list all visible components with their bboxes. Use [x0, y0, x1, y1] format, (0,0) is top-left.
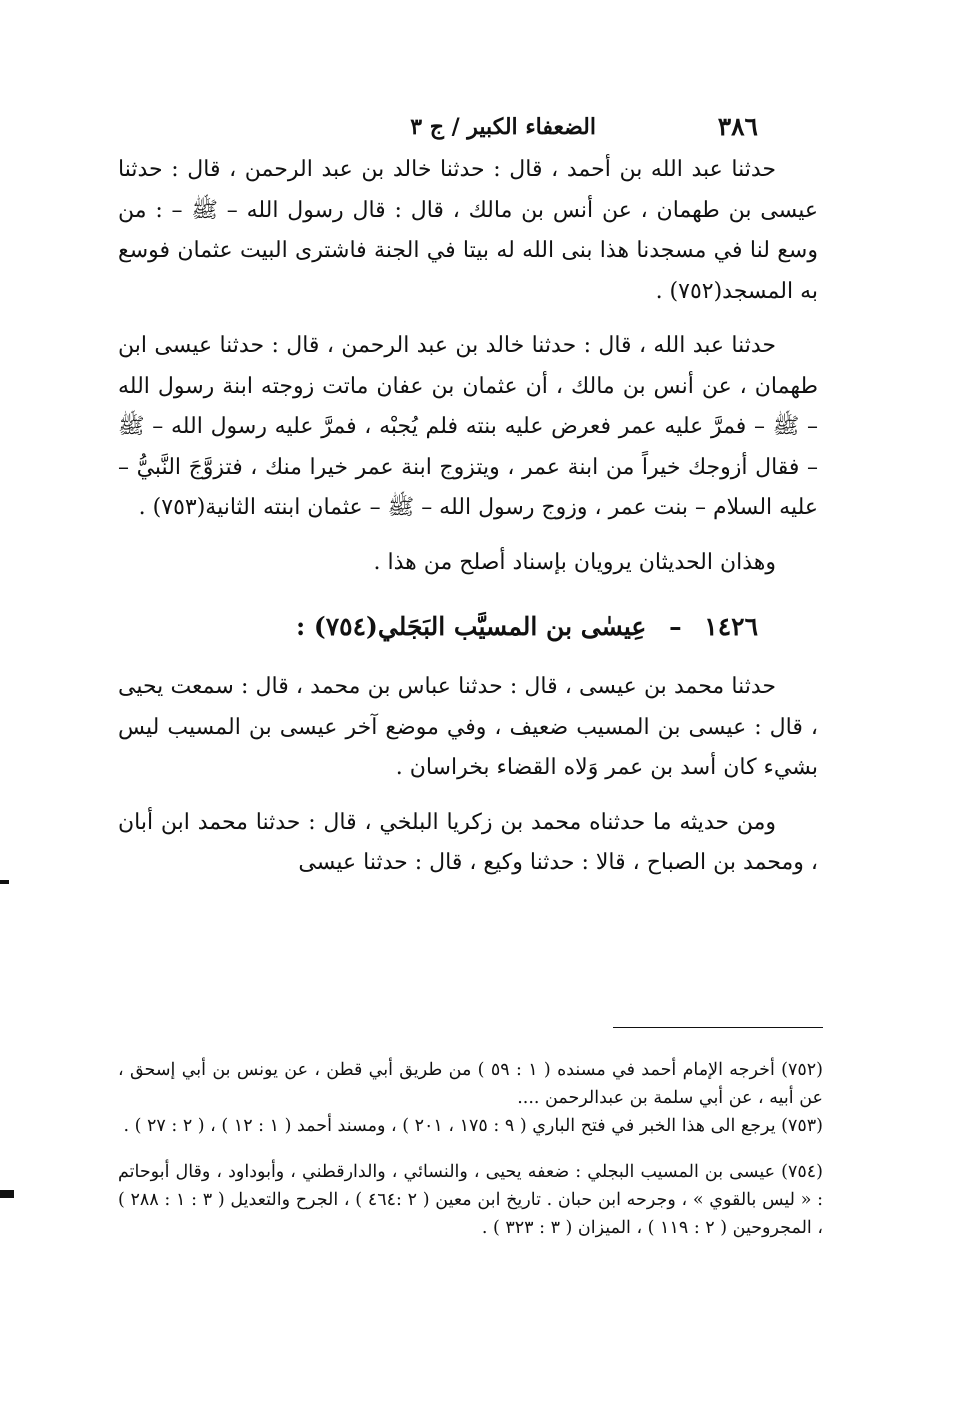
footnotes — [118, 1056, 823, 1242]
entry-separator: – — [669, 612, 682, 641]
page-number: ٣٨٦ — [717, 112, 758, 141]
footnote-753: (٧٥٣) يرجع الى هذا الخبر في فتح الباري ( ٩ : ١٧٥ ، ٢٠١ ) ، ومسند أحمد ( ١ : ١٢ ) ، ( ٢ : ٢٧ ) . — [123, 1116, 823, 1136]
scan-edge-mark — [0, 1190, 14, 1198]
footnote-divider — [613, 1027, 823, 1028]
page-header — [140, 112, 810, 148]
scan-edge-mark — [0, 880, 9, 884]
entry-heading — [118, 605, 818, 649]
paragraph-hadith-752: حدثنا عبد الله بن أحمد ، قال : حدثنا خالد بن عبد الرحمن ، قال : حدثنا عيسى بن طهمان ، عن أنس بن مالك ، قال : قال رسول الله – ﷺ – : من وسع لنا في مسجدنا هذا بنى الله له بيتا في الجنة فاشترى البيت عثمان فوسع به المسجد(٧٥٢) . — [118, 157, 818, 304]
paragraph-remark: وهذان الحديثان يرويان بإسناد أصلح من هذا . — [373, 549, 776, 575]
entry-name: عِيسٰى بن المسيَّب البَجَلي(٧٥٤) : — [295, 612, 647, 641]
paragraph-narration: حدثنا محمد بن عيسى ، قال : حدثنا عباس بن محمد ، قال : سمعت يحيى ، قال : عيسى بن المسيب ضعيف ، وفي موضع آخر عيسى بن المسيب ليس بشيء كان أسد بن عمر وَلاه القضاء بخراسان . — [118, 674, 818, 780]
paragraph-narration-continued: ومن حديثه ما حدثناه محمد بن زكريا البلخي ، قال : حدثنا محمد ابن أبان ، ومحمد بن الصباح ، قالا : حدثنا وكيع ، قال : حدثنا عيسى — [118, 809, 818, 875]
entry-number: ١٤٢٦ — [704, 612, 758, 641]
footnote-752: (٧٥٢) أخرجه الإمام أحمد في مسنده ( ١ : ٥٩ ) من طريق أبي قطن ، عن يونس بن أبي إسحق ، عن أبيه ، عن أبي سلمة بن عبدالرحمن .... — [118, 1060, 823, 1108]
paragraph-hadith-753: حدثنا عبد الله ، قال : حدثنا خالد بن عبد الرحمن ، قال : حدثنا عيسى ابن طهمان ، عن أنس بن مالك ، أن عثمان بن عفان ماتت زوجته ابنة رسول الله – ﷺ – فمرَّ عليه عمر فعرض عليه بنته فلم يُجبْه ، فمرَّ عليه رسول الله – ﷺ – فقال أزوجك خيراً من ابنة عمر ، ويتزوج ابنة عمر خيرا منك ، فتزوَّجَ النَّبيُّ – عليه السلام – بنت عمر ، وزوج رسول الله – ﷺ – عثمان ابنته الثانية(٧٥٣) . — [118, 333, 818, 520]
running-title: الضعفاء الكبير / ج ٣ — [410, 114, 596, 140]
footnote-754: (٧٥٤) عيسى بن المسيب البجلي : ضعفه يحيى ، والنسائي ، والدارقطني ، وأبوداود ، وقال أبوحاتم : « ليس بالقوي » ، وجرحه ابن حبان . تاريخ ابن معين ( ٢ :٤٦٤ ) ، الجرح والتعديل ( ٣ : ١ : ٢٨٨ ) ، المجروحين ( ٢ : ١١٩ ) ، الميزان ( ٣ : ٣٢٣ ) . — [118, 1162, 824, 1238]
main-text — [118, 150, 818, 884]
